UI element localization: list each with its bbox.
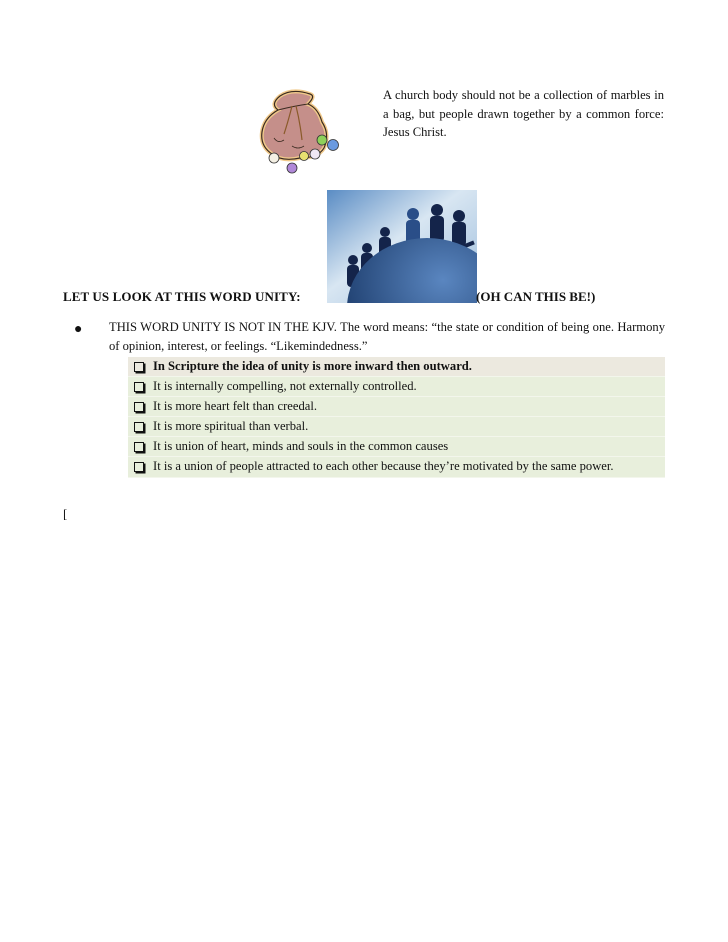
checklist-item-text: It is union of heart, minds and souls in the common causes: [153, 439, 449, 453]
checklist-item-text: In Scripture the idea of unity is more inward then outward.: [153, 359, 472, 373]
checkbox-icon: [134, 402, 144, 412]
checklist-item: [128, 457, 665, 478]
checklist-item: [128, 397, 665, 417]
checkbox-icon: [134, 462, 144, 472]
section-heading-exclamation: (OH CAN THIS BE!): [476, 289, 596, 304]
checklist-item-text: It is more heart felt than creedal.: [153, 399, 317, 413]
unity-checklist: [128, 357, 665, 478]
checklist-item: [128, 417, 665, 437]
marbles-bag-image: [252, 82, 348, 178]
bullet-icon: ●: [74, 322, 83, 337]
intro-paragraph: A church body should not be a collection of marbles in a bag, but people drawn together by a common force: Jesus Christ.: [383, 88, 664, 139]
marbles-bag-icon: [252, 82, 348, 178]
stray-bracket: [: [63, 506, 68, 521]
checklist-item-text: It is more spiritual than verbal.: [153, 419, 309, 433]
checklist-item-text: It is a union of people attracted to each other because they’re motivated by the same power.: [153, 459, 614, 473]
checklist-item: [128, 357, 665, 377]
checklist-item: [128, 377, 665, 397]
unity-definition-paragraph: THIS WORD UNITY IS NOT IN THE KJV. The word means: “the state or condition of being one. Harmony of opinion, interest, or feelings. “Likemindedness.”: [109, 320, 665, 353]
checklist-item-text: It is internally compelling, not externally controlled.: [153, 379, 417, 393]
checkbox-icon: [134, 422, 144, 432]
checkbox-icon: [134, 362, 144, 372]
checkbox-icon: [134, 382, 144, 392]
unity-globe-photo: [327, 190, 477, 303]
people-globe-icon: [327, 190, 477, 303]
checkbox-icon: [134, 442, 144, 452]
section-heading: LET US LOOK AT THIS WORD UNITY:: [63, 289, 301, 304]
checklist-item: [128, 437, 665, 457]
